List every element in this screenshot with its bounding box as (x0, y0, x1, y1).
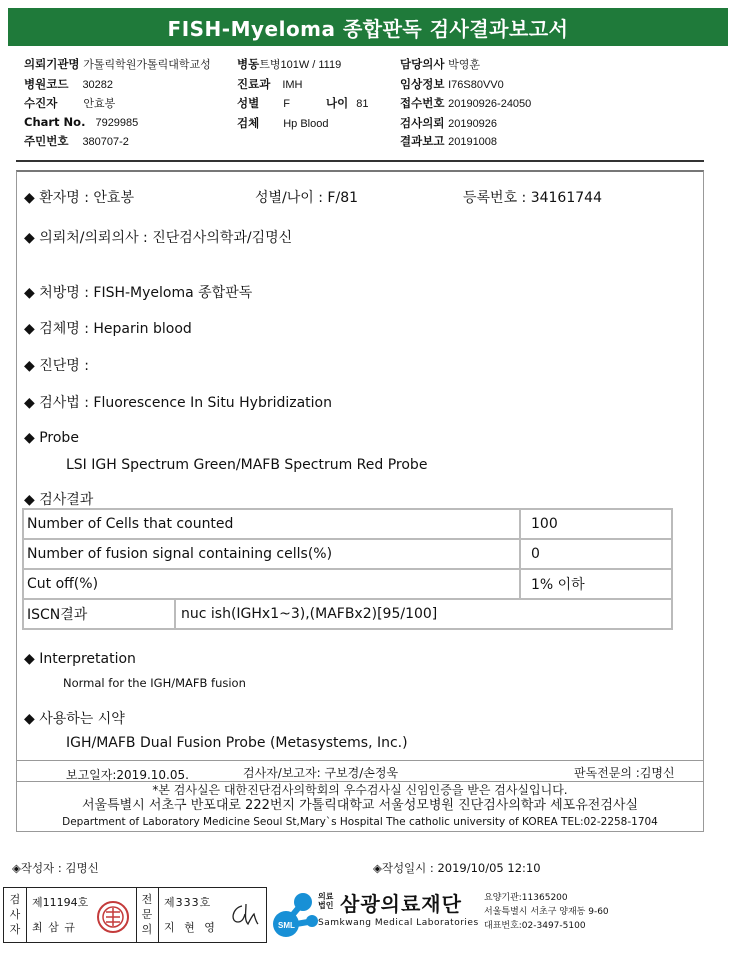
examiner-name: 최 삼 규 (32, 921, 76, 934)
chart-no-field: Chart No. 7929985 (24, 115, 139, 129)
sex-field: 성별 F (237, 96, 290, 110)
header-divider (16, 160, 704, 162)
writer: ◈작성자 : 김명신 (12, 861, 99, 875)
age-field: 나이 81 (326, 96, 369, 110)
referrer-line: ◆ 의뢰처/의뢰의사 : 진단검사의학과/김명신 (24, 230, 293, 246)
result-label: Cut off(%) (23, 569, 520, 599)
signature-box (3, 887, 267, 943)
seal-icon (96, 900, 130, 934)
lab-address: 서울특별시 서초구 반포대로 222번지 가톨릭대학교 서울성모병원 진단검사의학과 세포유전검사실 (81, 798, 639, 813)
organization-info: 요양기관:11365200 서울특별시 서초구 양재동 9-60 대표번호:02-3497-5100 (484, 893, 609, 931)
examiner-license: 제11194호 (32, 896, 89, 909)
examiner: 검사자/보고자: 구보경/손정욱 (243, 766, 399, 780)
department-field: 진료과 IMH (237, 77, 303, 91)
result-label: Number of Cells that counted (23, 509, 520, 539)
report-date-field: 결과보고 20191008 (400, 134, 498, 148)
patient-name-line: ◆ 환자명 : 안효봉 (24, 190, 134, 206)
specialist-name: 지 현 영 (164, 921, 218, 934)
result-value: 0 (520, 539, 672, 569)
specialist-col-label: 전문의 (141, 893, 153, 936)
report-title: FISH-Myeloma 종합판독 검사결과보고서 (8, 8, 728, 46)
iscn-label: ISCN결과 (24, 600, 176, 628)
signoff-row (16, 760, 704, 782)
report-body-frame (16, 170, 704, 832)
hospital-code-field: 병원코드 30282 (24, 77, 114, 91)
diagnosis-line: ◆ 진단명 : (24, 358, 89, 374)
specialist-license: 제333호 (164, 896, 212, 909)
iscn-value: nuc ish(IGHx1~3),(MAFBx2)[95/100] (181, 606, 438, 622)
id-number-field: 주민번호 380707-2 (24, 134, 129, 148)
expert: 판독전문의 :김명신 (574, 766, 675, 780)
lab-notice (16, 782, 704, 830)
request-date-field: 검사의뢰 20190926 (400, 116, 498, 130)
result-label: Number of fusion signal containing cells(%) (23, 539, 520, 569)
specimen-name-line: ◆ 검체명 : Heparin blood (24, 321, 192, 337)
report-date: 보고일자:2019.10.05. (66, 768, 189, 782)
patient-field: 수진자 안효봉 (24, 96, 116, 110)
result-heading: ◆ 검사결과 (24, 492, 94, 508)
table-row (23, 599, 672, 629)
order-name-line: ◆ 처방명 : FISH-Myeloma 종합판독 (24, 285, 253, 301)
table-row (23, 509, 672, 539)
result-value: 1% 이하 (520, 569, 672, 599)
accreditation-notice: *본 검사실은 대한진단검사의학회의 우수검사실 신임인증을 받은 검사실입니다. (152, 783, 568, 797)
table-row (23, 539, 672, 569)
specimen-field: 검체 Hp Blood (237, 116, 329, 130)
reagent-value: IGH/MAFB Dual Fusion Probe (Metasystems, Inc.) (66, 735, 408, 751)
signature-icon (226, 900, 260, 930)
hospital-field: 의뢰기관명 가톨릭학원가톨릭대학교성 (24, 57, 211, 71)
written-datetime: ◈작성일시 : 2019/10/05 12:10 (373, 861, 541, 875)
result-table (22, 508, 673, 630)
svg-text:SML: SML (278, 921, 295, 930)
interpretation-heading: ◆ Interpretation (24, 651, 136, 667)
ward-field: 병동트병101W / 1119 (237, 57, 342, 71)
receipt-field: 접수번호 20190926-24050 (400, 96, 532, 110)
interpretation-value: Normal for the IGH/MAFB fusion (63, 676, 246, 690)
doctor-field: 담당의사 박영훈 (400, 57, 480, 71)
registration-line: 등록번호 : 34161744 (463, 190, 602, 206)
reagent-heading: ◆ 사용하는 시약 (24, 711, 125, 727)
method-line: ◆ 검사법 : Fluorescence In Situ Hybridization (24, 395, 332, 411)
clinical-info-field: 임상정보 I76S80VV0 (400, 77, 504, 91)
lab-address-en: Department of Laboratory Medicine Seoul St,Mary`s Hospital The catholic university of KOREA TEL:02-2258-1704 (62, 816, 658, 828)
sex-age-line: 성별/나이 : F/81 (255, 190, 359, 206)
probe-heading: ◆ Probe (24, 430, 79, 446)
sml-logo-icon (272, 888, 322, 940)
table-row (23, 569, 672, 599)
examiner-col-label: 검사자 (9, 893, 21, 936)
result-value: 100 (520, 509, 672, 539)
probe-value: LSI IGH Spectrum Green/MAFB Spectrum Red Probe (66, 457, 428, 473)
